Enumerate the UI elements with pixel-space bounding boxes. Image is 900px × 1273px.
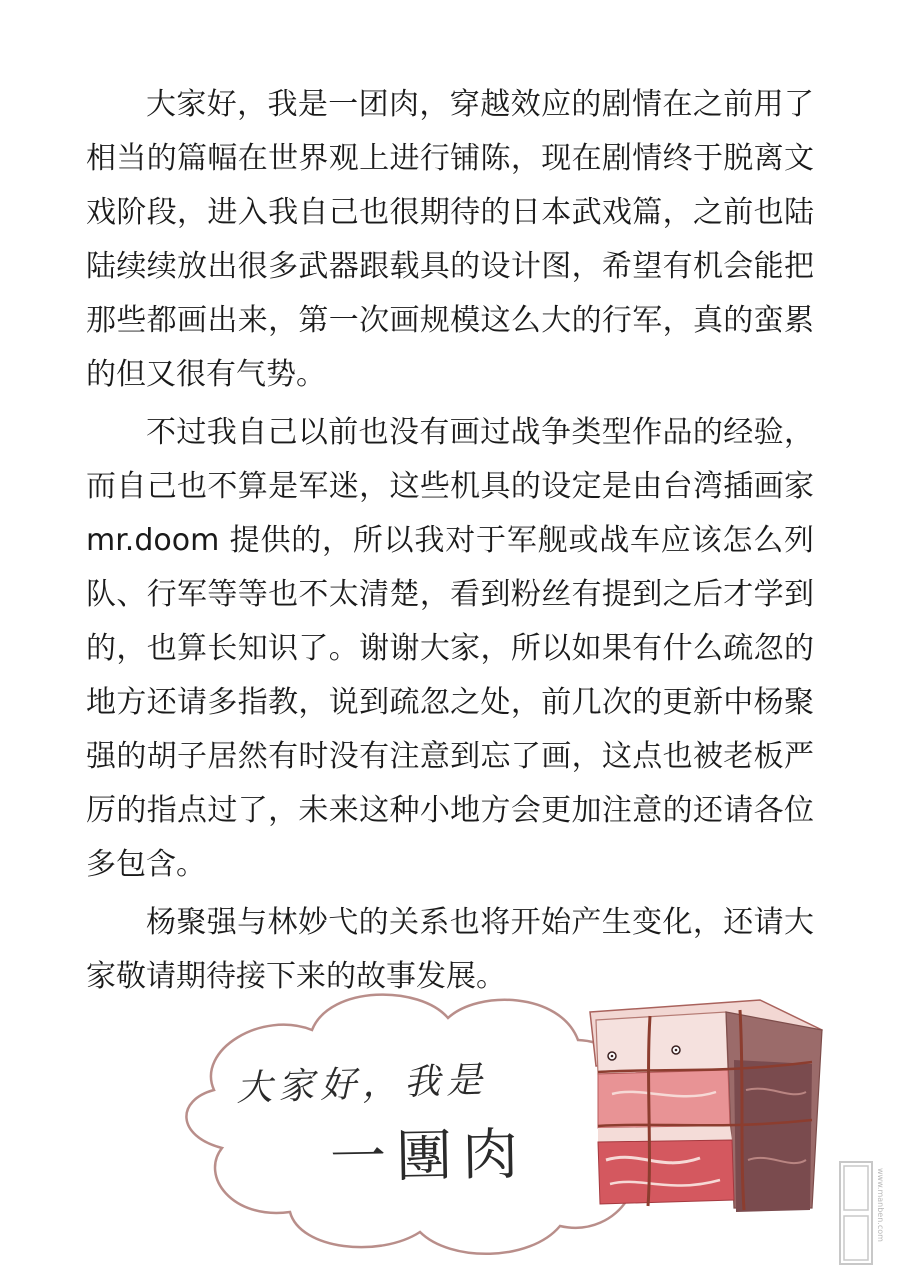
handwritten-line-1: 大家好，我是 [235, 1059, 489, 1110]
afterword-text [86, 78, 814, 1008]
watermark-logo-icon [838, 1160, 874, 1266]
handwritten-greeting [235, 1056, 496, 1110]
site-watermark [838, 1160, 888, 1270]
meat-block-icon [590, 1000, 822, 1212]
paragraph-3: 杨聚强与林妙弋的关系也将开始产生变化，还请大家敬请期待接下来的故事发展。 [86, 905, 814, 994]
handwritten-name [329, 1112, 560, 1191]
paragraph-2: 不过我自己以前也没有画过战争类型作品的经验，而自己也不算是军迷，这些机具的设定是由台湾插画家 mr.doom 提供的，所以我对于军舰或战车应该怎么列队、行军等等也不太清楚，看到粉丝有提到之后才学到的，也算长知识了。谢谢大家，所以如果有什么疏忽的地方还请多指教，说到疏忽之处，前几次的更新中杨聚强的胡子居然有时没有注意到忘了画，这点也被老板严厉的指点过了，未来这种小地方会更加注意的还请各位多包含。 [86, 415, 814, 882]
handwritten-line-2: 一團肉 [329, 1122, 529, 1191]
paragraph-1: 大家好，我是一团肉，穿越效应的剧情在之前用了相当的篇幅在世界观上进行铺陈，现在剧情终于脱离文戏阶段，进入我自己也很期待的日本武戏篇，之前也陆陆续续放出很多武器跟载具的设计图，希望有机会能把那些都画出来，第一次画规模这么大的行军，真的蛮累的但又很有气势。 [86, 87, 814, 392]
watermark-site: www.manben.com [876, 1168, 885, 1242]
